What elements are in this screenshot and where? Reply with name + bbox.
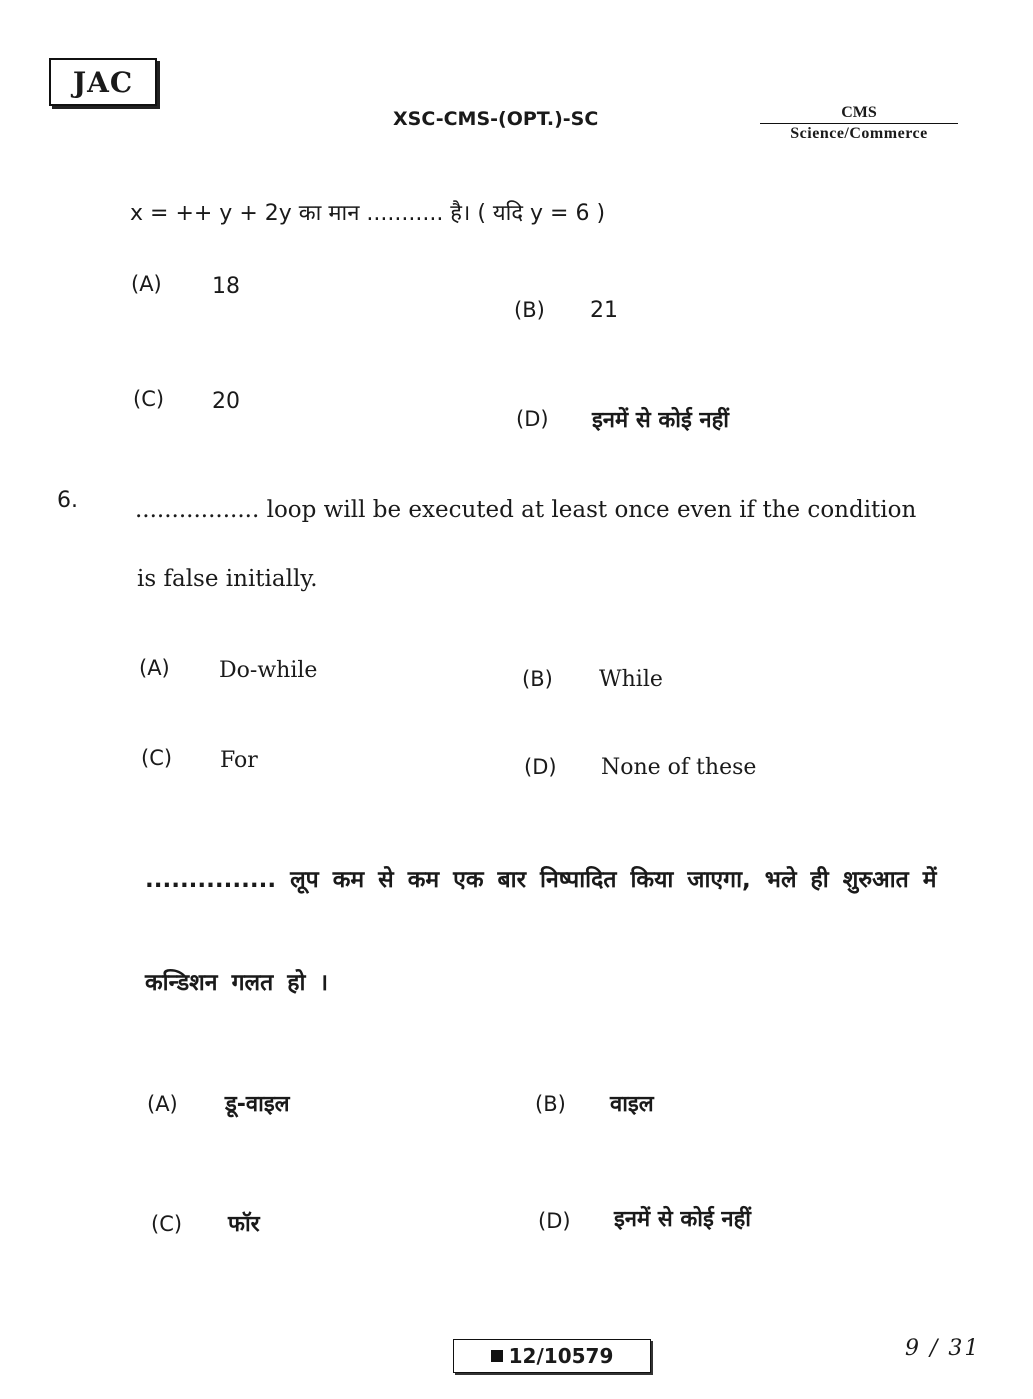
- subject-stream: Science/Commerce: [790, 125, 928, 142]
- q6-hi-option-c-letter: (C): [151, 1212, 183, 1236]
- q5-option-c-value: 20: [212, 389, 240, 414]
- q6-hi-option-d-value: इनमें से कोई नहीं: [614, 1207, 752, 1232]
- q6-en-option-c-value: For: [220, 748, 258, 773]
- q6-en-option-c-letter: (C): [141, 746, 173, 770]
- paper-code: XSC-CMS-(OPT.)-SC: [393, 108, 599, 130]
- q5-option-b-letter: (B): [514, 298, 545, 322]
- board-logo: [49, 58, 157, 106]
- q6-hi-option-c-value: फॉर: [228, 1212, 260, 1237]
- booklet-code-text: 12/10579: [508, 1344, 614, 1368]
- q6-question-hi-line2: कन्डिशन गलत हो ।: [145, 970, 329, 996]
- board-logo-text: JAC: [72, 65, 134, 99]
- q6-en-option-b-value: While: [599, 667, 663, 692]
- q6-question-en-line1: ................. loop will be executed at least once even if the condition: [135, 497, 917, 523]
- q6-number: 6.: [57, 488, 78, 513]
- q5-question-text: x = ++ y + 2y का मान ........... है। ( यदि y = 6 ): [130, 201, 606, 226]
- q6-question-hi-line1: ............... लूप कम से कम एक बार निष्पादित किया जाएगा, भले ही शुरुआत में: [145, 867, 937, 893]
- q5-option-a-letter: (A): [131, 272, 162, 296]
- q6-hi-option-b-value: वाइल: [610, 1092, 654, 1117]
- q5-option-b-value: 21: [590, 298, 618, 323]
- subject-code: CMS: [760, 104, 958, 124]
- subject-block: [760, 104, 958, 143]
- q5-option-c-letter: (C): [133, 387, 165, 411]
- q5-option-d-value: इनमें से कोई नहीं: [592, 408, 730, 433]
- q6-en-option-a-letter: (A): [139, 656, 170, 680]
- q6-hi-option-d-letter: (D): [538, 1209, 571, 1233]
- q5-option-d-letter: (D): [516, 407, 549, 431]
- q6-en-option-a-value: Do-while: [219, 658, 318, 683]
- q6-en-option-d-letter: (D): [524, 755, 557, 779]
- booklet-code: [453, 1339, 651, 1373]
- q6-hi-option-a-value: डू-वाइल: [225, 1092, 290, 1117]
- q6-en-option-b-letter: (B): [522, 667, 553, 691]
- page-number: 9 / 31: [905, 1336, 981, 1361]
- q6-en-option-d-value: None of these: [601, 755, 757, 780]
- q5-option-a-value: 18: [212, 274, 240, 299]
- square-bullet-icon: [491, 1350, 503, 1362]
- q6-hi-option-a-letter: (A): [147, 1092, 178, 1116]
- q6-question-en-line2: is false initially.: [137, 566, 318, 592]
- q6-hi-option-b-letter: (B): [535, 1092, 566, 1116]
